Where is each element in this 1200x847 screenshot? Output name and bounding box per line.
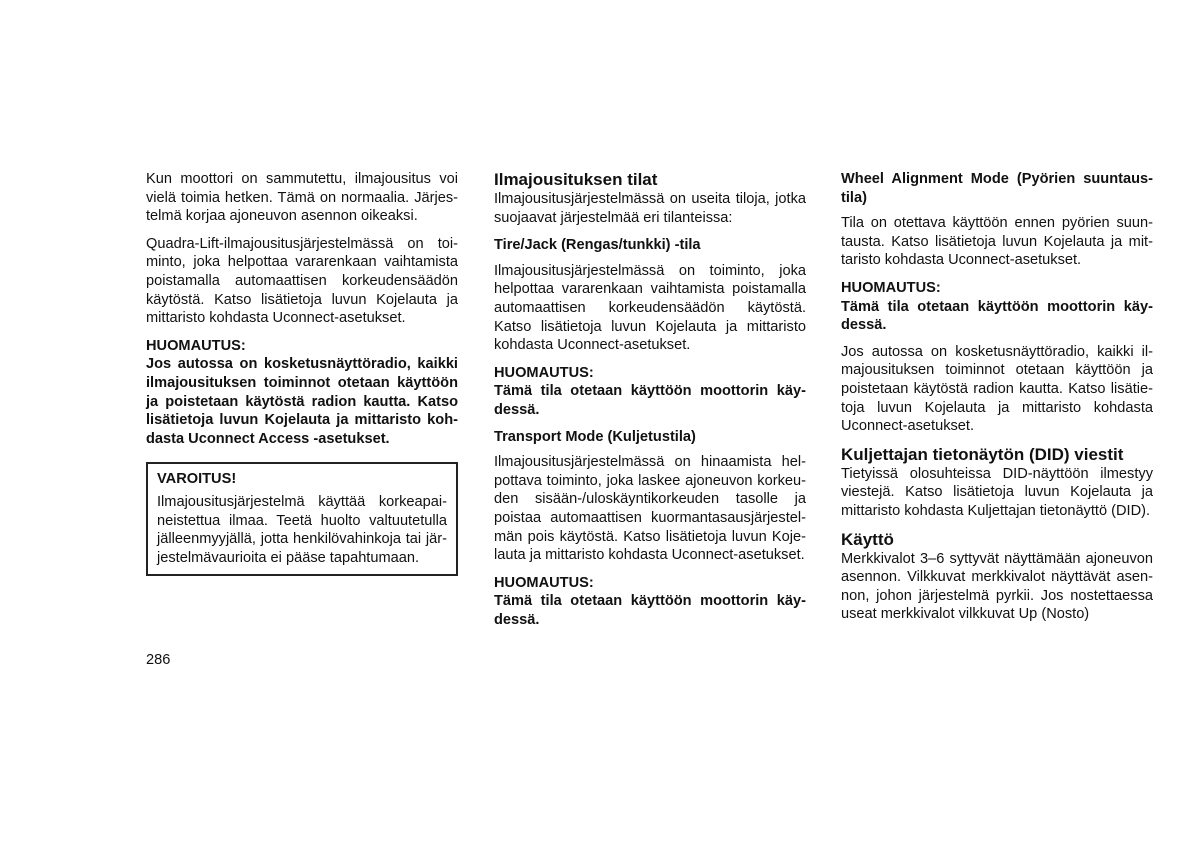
note-label: HUOMAUTUS: xyxy=(494,364,594,381)
note-text: Tämä tila otetaan käyttöön moottorin käydessä. xyxy=(841,298,1153,334)
section-heading: Ilmajousituksen tilat xyxy=(494,170,658,189)
subheading: Transport Mode (Kuljetustila) xyxy=(494,428,696,445)
paragraph: Jos autossa on kosketusnäyttöradio, kaikki ilmajousituksen toiminnot otetaan käyttöön ja poistetaan käytöstä radion kautta. Katso lisätietoja luvun Kojelauta ja mittaristo kohdasta Uconnect-asetukset. xyxy=(841,343,1153,435)
middle-column xyxy=(494,170,806,637)
left-column xyxy=(146,170,458,576)
paragraph: Quadra-Lift-ilmajousitusjärjestelmässä on toiminto, joka helpottaa vararenkaan vaihtamista poistamalla automaattisen korkeudensäädön käytöstä. Katso lisätietoja luvun Kojelauta ja mittaristo kohdasta Uconnect-asetukset. xyxy=(146,235,458,327)
warning-box xyxy=(146,462,458,576)
warning-title: VAROITUS! xyxy=(157,471,237,488)
paragraph: Tila on otettava käyttöön ennen pyörien suuntausta. Katso lisätietoja luvun Kojelauta ja mittaristo kohdasta Uconnect-asetukset. xyxy=(841,215,1153,269)
note-label: HUOMAUTUS: xyxy=(494,574,594,591)
paragraph: Kun moottori on sammutettu, ilmajousitus voi vielä toimia hetken. Tämä on normaalia. Järjestelmä korjaa ajoneuvon asennon oikeaksi. xyxy=(146,171,458,225)
note-label: HUOMAUTUS: xyxy=(841,279,941,296)
paragraph: Ilmajousitusjärjestelmässä on toiminto, joka helpottaa vararenkaan vaihtamista poistamalla automaattisen korkeudensäädön käytöstä. Katso lisätietoja luvun Kojelauta ja mittaristo kohdasta Uconnect-asetukset. xyxy=(494,262,806,354)
warning-text: Ilmajousitusjärjestelmä käyttää korkeapaineistettua ilmaa. Teetä huolto valtuutetulla jälleenmyyjällä, jotta henkilövahinkoja tai järjestelmävaurioita ei pääse tapahtumaan. xyxy=(157,493,447,566)
paragraph: Ilmajousitusjärjestelmässä on hinaamista helpottava toiminto, joka laskee ajoneuvon korkeuden sisään-/uloskäyntikorkeuden tasolle ja poistaa automaattisen kuormantasausjärjestelmän pois käytöstä. Katso lisätietoja luvun Kojelauta ja mittaristo kohdasta Uconnect-asetukset. xyxy=(494,454,806,564)
paragraph: Tietyissä olosuhteissa DID-näyttöön ilmestyy viestejä. Katso lisätietoja luvun Kojelauta ja mittaristo kohdasta Kuljettajan tietonäyttö (DID). xyxy=(841,465,1153,519)
subheading: Tire/Jack (Rengas/tunkki) -tila xyxy=(494,237,701,254)
note-text: Tämä tila otetaan käyttöön moottorin käydessä. xyxy=(494,593,806,628)
subheading: Wheel Alignment Mode (Pyörien suuntaustila) xyxy=(841,171,1153,206)
note-text: Jos autossa on kosketusnäyttöradio, kaikki ilmajousituksen toiminnot otetaan käyttöön ja poistetaan käytöstä radion kautta. Katso lisätietoja luvun Kojelauta ja mittaristo kohdasta Uconnect Access -asetukset. xyxy=(146,356,458,447)
paragraph: Ilmajousitusjärjestelmässä on useita tiloja, jotka suojaavat järjestelmää eri tilanteissa: xyxy=(494,191,806,226)
section-heading: Kuljettajan tietonäytön (DID) viestit xyxy=(841,444,1124,464)
right-column xyxy=(841,170,1153,633)
section-heading: Käyttö xyxy=(841,529,894,549)
page-number: 286 xyxy=(146,652,171,668)
note-label: HUOMAUTUS: xyxy=(146,337,246,354)
paragraph: Merkkivalot 3–6 syttyvät näyttämään ajoneuvon asennon. Vilkkuvat merkkivalot näyttävät asennon, johon järjestelmä pyrkii. Jos nostettaessa useat merkkivalot vilkkuvat Up (Nosto) xyxy=(841,550,1153,623)
note-text: Tämä tila otetaan käyttöön moottorin käydessä. xyxy=(494,383,806,418)
